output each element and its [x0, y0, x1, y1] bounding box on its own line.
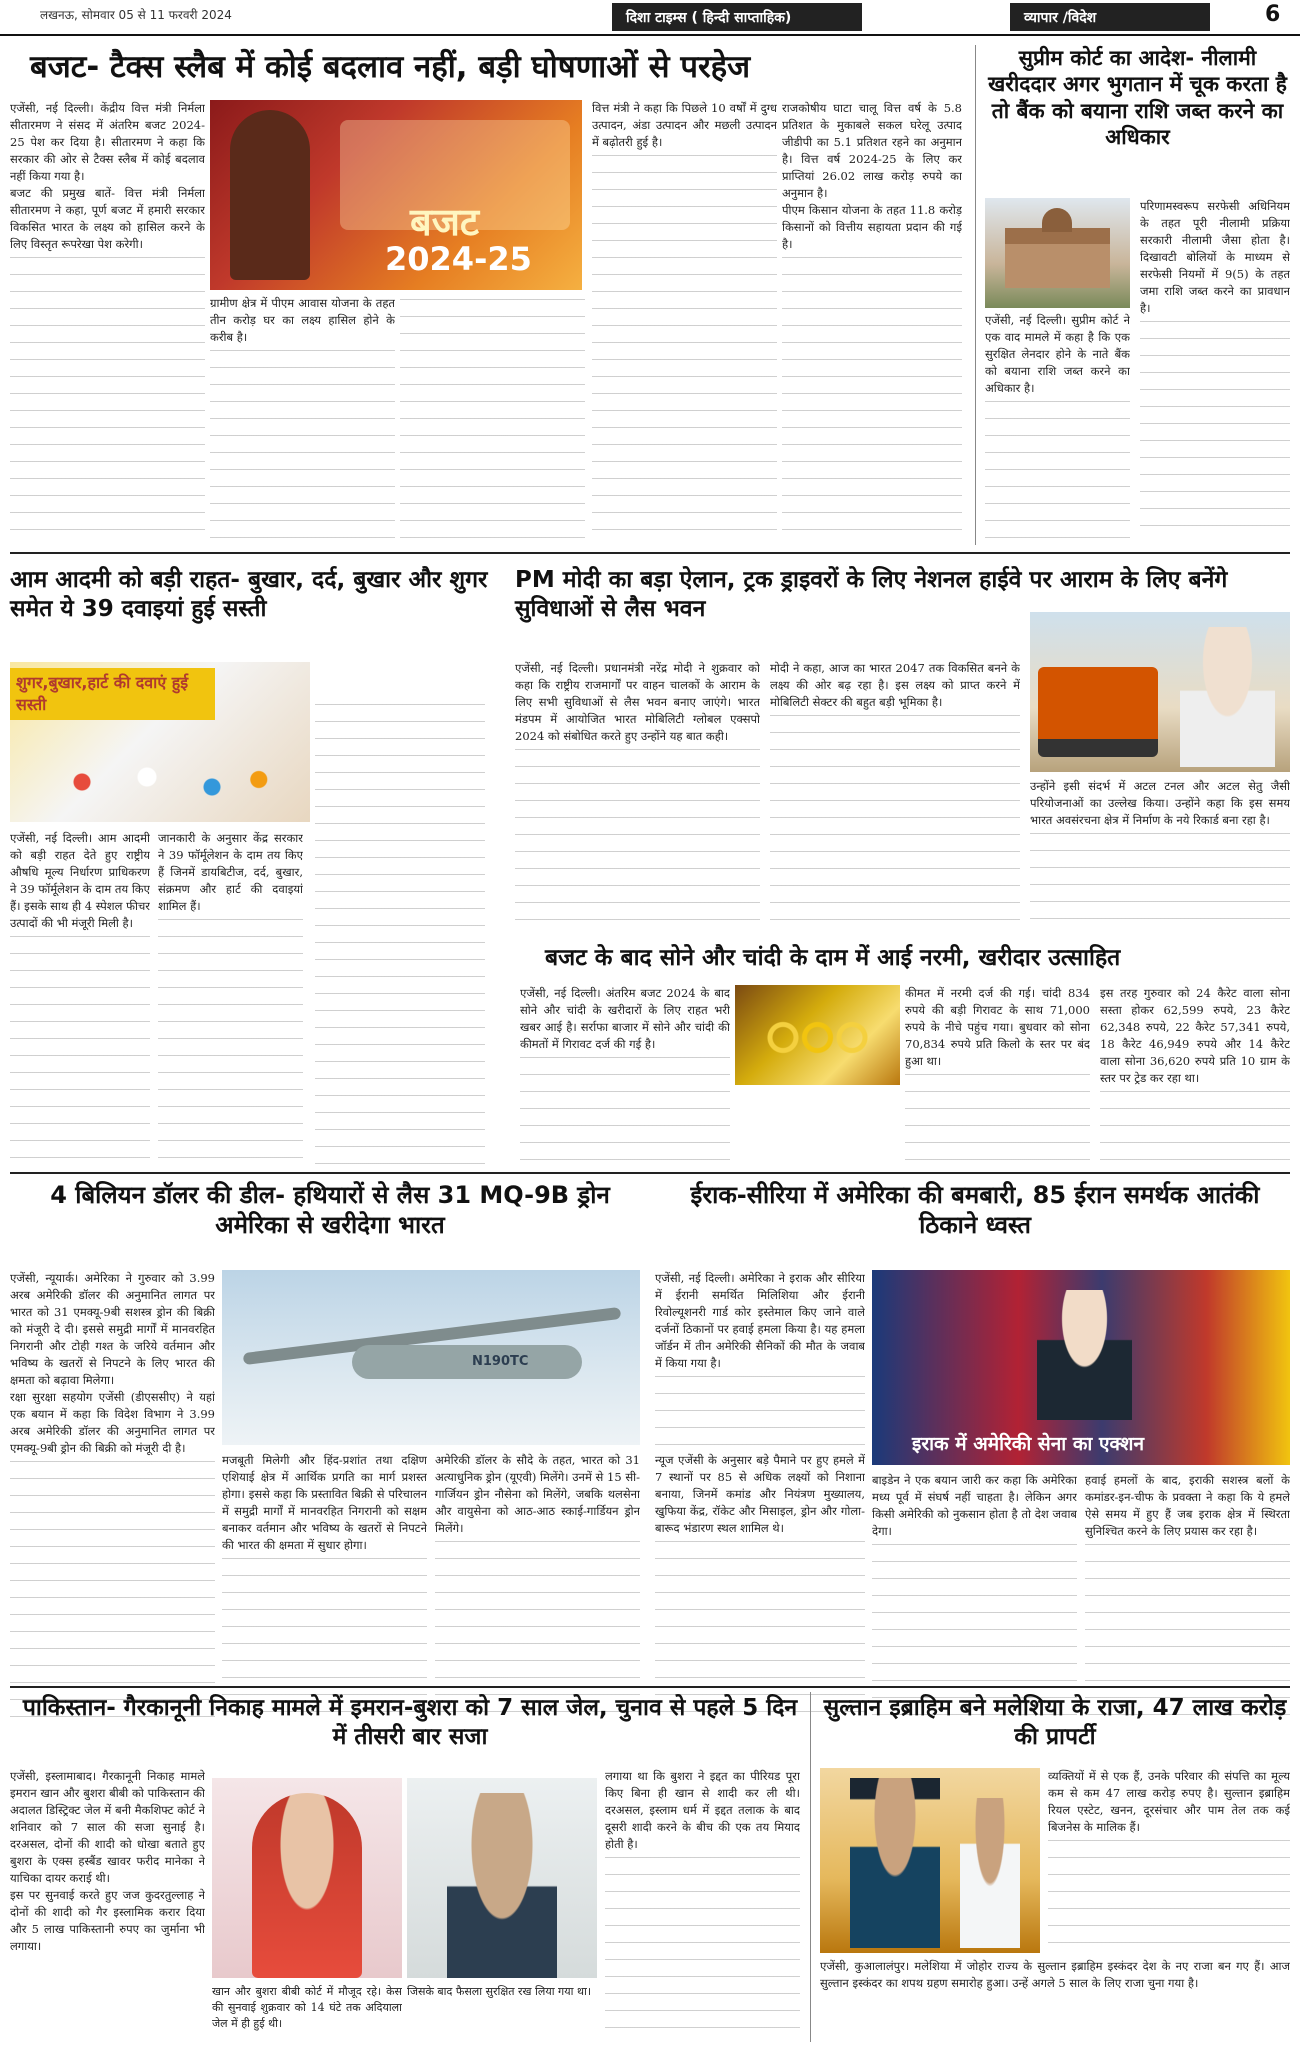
malaysia-body-col2	[820, 1958, 1290, 2042]
supreme-court-body-continued	[1140, 321, 1290, 542]
pm-modi-paragraph-3: उन्होंने इसी संदर्भ में अटल टनल और अटल सेतु जैसी परियोजनाओं का उल्लेख किया। उन्होंने कहा कि इस समय भारत अवसंरचना क्षेत्र में निर्माण के नये रिकार्ड बना रहा है।	[1030, 779, 1290, 827]
drone-deal-paragraph-2: रक्षा सुरक्षा सहयोग एजेंसी (डीएससीए) ने यहां एक बयान में कहा कि विदेश विभाग ने 3.99 अरब अमेरिकी डॉलर की अनुमानित लागत पर एमक्यू-9बी ड्रोन की बिक्री को मंजूरी दी है।	[10, 1390, 215, 1455]
iraq-syria-paragraph-1: एजेंसी, नई दिल्ली। अमेरिका ने इराक और सीरिया में ईरानी समर्थित मिलिशिया और ईरानी रिवोल्यूशनरी गार्ड कोर इस्तेमाल किए जाने वाले दर्जनों ठिकानों पर हवाई हमला किया है। यह हमला जॉर्डन में तीन अमेरिकी सैनिकों की मौत के जवाब में किया गया है।	[655, 1271, 865, 1370]
iraq-syria-photo	[872, 1270, 1290, 1465]
iraq-syria-photo-caption: इराक में अमेरिकी सेना का एक्शन	[912, 1433, 1145, 1455]
iraq-syria-headline: ईराक-सीरिया में अमेरिका की बमबारी, 85 ईरान समर्थक आतंकी ठिकाने ध्वस्त	[690, 1181, 1260, 1239]
supreme-court-building	[1005, 228, 1110, 288]
drone-deal-paragraph-4: अमेरिकी डॉलर के सौदे के तहत, भारत को 31 अत्याधुनिक ड्रोन (यूएवी) मिलेंगे। उनमें से 15 सी-गार्जियन ड्रोन नौसेना को मिलेंगे, जबकि थलसेना और वायुसेना को आठ-आठ स्काई-गार्डियन ड्रोन मिलेंगे।	[435, 1453, 640, 1535]
iraq-syria-body-col3	[872, 1472, 1077, 1720]
section-divider	[10, 552, 1290, 554]
bushra-photo-figure	[252, 1793, 362, 1978]
budget-body-col2	[210, 295, 395, 540]
supreme-court-paragraph-2: परिणामस्वरूप सरफेसी अधिनियम के तहत पूरी नीलामी प्रक्रिया सरकारी नीलामी जैसा होता है। दिखावटी बोलियों के माध्यम से सरफेसी नियमों में 9(5) के तहत जमा राशि जब्त करने का प्रावधान है।	[1140, 199, 1290, 315]
gold-photo-bangles	[760, 1015, 875, 1060]
drone-deal-body-continued	[10, 1461, 215, 1720]
iraq-syria-body-col2	[655, 1452, 865, 1720]
column-divider	[975, 45, 976, 545]
malaysia-paragraph-1: व्यक्तियों में से एक हैं, उनके परिवार की संपत्ति का मूल्य कम से कम 47 लाख करोड़ रुपए है। सुल्तान इब्राहिम रियल एस्टेट, खनन, दूरसंचार और पाम तेल तक कई बिजनेस के मालिक हैं।	[1048, 1769, 1290, 1834]
medicines-paragraph-1: एजेंसी, नई दिल्ली। आम आदमी को बड़ी राहत देते हुए राष्ट्रीय औषधि मूल्य निर्धारण प्राधिकरण ने 39 फॉर्मूलेशन के दाम तय किए हैं। इसके साथ ही 4 स्पेशल फीचर उत्पादों की भी मंजूरी मिली है।	[10, 831, 150, 930]
malaysia-body-continued	[1048, 1840, 1290, 1953]
masthead-newspaper-name: दिशा टाइम्स ( हिन्दी साप्ताहिक)	[612, 3, 862, 31]
gold-body-continued	[1100, 1091, 1290, 1165]
medicines-body-col2	[158, 830, 303, 1170]
budget-body-col1	[10, 100, 205, 540]
budget-body-col5	[782, 100, 962, 540]
gold-body-col3	[1100, 985, 1290, 1165]
gold-body-col1	[520, 985, 730, 1165]
pm-modi-paragraph-1: एजेंसी, नई दिल्ली। प्रधानमंत्री नरेंद्र मोदी ने शुक्रवार को कहा कि राष्ट्रीय राजमार्गों पर वाहन चालकों के आराम के लिए सभी सुविधाओं से लैस भवन बनाए जाएंगे। भारत मंडपम में आयोजित भारत मोबिलिटी ग्लोबल एक्सपो 2024 को संबोधित करते हुए उन्होंने यह बात कही।	[515, 661, 760, 743]
budget-headline: बजट- टैक्स स्लैब में कोई बदलाव नहीं, बड़ी घोषणाओं से परहेज	[30, 49, 751, 85]
imran-khan-paragraph-1: एजेंसी, इस्लामाबाद। गैरकानूनी निकाह मामले इमरान खान और बुशरा बीबी को पाकिस्तान की अदालत डिस्ट्रिक्ट जेल में बनी मैकशिफ्ट कोर्ट ने शनिवार को 7 साल की सजा सुनाई है। दरअसल, दोनों की शादी को धोखा बताते हुए बुशरा के एक्स हस्बैंड खावर फरीद मानेका ने याचिका दायर कराई थी।	[10, 1769, 205, 1885]
medicines-paragraph-2: जानकारी के अनुसार केंद्र सरकार ने 39 फॉर्मूलेशन के दाम तय किए हैं जिनमें डायबिटीज, दर्द, बुखार, संक्रमण और हार्ट की दवाइयां शामिल हैं।	[158, 831, 303, 913]
supreme-court-body-col1	[985, 312, 1130, 542]
iraq-syria-paragraph-4: हवाई हमलों के बाद, इराकी सशस्त्र बलों के कमांडर-इन-चीफ के प्रवक्ता ने कहा कि ये हमले ऐसे समय में हुए हैं जब इराक क्षेत्र में स्थिरता सुनिश्चित करने के लिए प्रयास कर रहा है।	[1085, 1473, 1290, 1538]
supreme-court-headline: सुप्रीम कोर्ट का आदेश- नीलामी खरीददार अगर भुगतान में चूक करता है तो बैंक को बयाना राशि जब्त करने का अधिकार	[988, 46, 1287, 149]
budget-photo-person	[230, 110, 310, 280]
budget-paragraph-4: वित्त मंत्री ने कहा कि पिछले 10 वर्षों में दुग्ध उत्पादन, अंडा उत्पादन और मछली उत्पादन में बढ़ोतरी हुई है।	[592, 101, 777, 149]
imran-khan-body-continued	[605, 1857, 800, 2040]
gold-paragraph-3: इस तरह गुरुवार को 24 कैरेट वाला सोना सस्ता होकर 62,599 रुपये, 23 कैरेट 62,348 रुपये, 22 कैरेट 57,341 रुपये, 18 कैरेट 46,949 रुपये और 14 कैरेट वाला सोना 36,620 रुपये प्रति 10 ग्राम के स्तर पर ट्रेड कर रहा था।	[1100, 986, 1290, 1085]
gold-photo	[735, 985, 900, 1085]
masthead	[0, 0, 1300, 36]
drone-deal-body-col3	[435, 1452, 640, 1720]
supreme-court-photo	[985, 198, 1130, 308]
masthead-section: व्यापार /विदेश	[1010, 3, 1210, 31]
imran-khan-headline: पाकिस्तान- गैरकानूनी निकाह मामले में इमरान-बुशरा को 7 साल जेल, चुनाव से पहले 5 दिन में तीसरी बार सजा	[22, 1695, 798, 1750]
pm-modi-headline: PM मोदी का बड़ा ऐलान, ट्रक ड्राइवरों के लिए नेशनल हाईवे पर आराम के लिए बनेंगे सुविधाओं से लैस भवन	[515, 567, 1228, 622]
budget-photo-year: 2024-25	[385, 240, 532, 278]
budget-body-col3	[400, 295, 585, 540]
medicines-photo-pills	[30, 757, 290, 807]
pm-modi-paragraph-2: मोदी ने कहा, आज का भारत 2047 तक विकसित बनने के लक्ष्य की ओर बढ़ रहा है। इस लक्ष्य को प्राप्त करने में मोबिलिटी सेक्टर की बहुत बड़ी भूमिका है।	[770, 661, 1020, 709]
gold-paragraph-1: एजेंसी, नई दिल्ली। अंतरिम बजट 2024 के बाद सोने और चांदी के खरीदारों के लिए राहत भरी खबर आई है। सर्राफा बाजार में सोने और चांदी की कीमतों में गिरावट दर्ज की गई है।	[520, 986, 730, 1051]
pm-modi-photo-portrait	[1180, 627, 1275, 767]
iraq-syria-photo-speaker	[1037, 1290, 1132, 1420]
imran-khan-paragraph-3: लगाया था कि बुशरा ने इद्दत का पीरियड पूरा किए बिना ही खान से शादी कर ली थी। दरअसल, इस्लाम धर्म में इद्दत तलाक के बाद दूसरी शादी करने के बीच की एक तय मियाद होती है।	[605, 1769, 800, 1851]
iraq-syria-body-col1	[655, 1270, 865, 1445]
budget-body-continued	[592, 155, 777, 540]
gold-paragraph-2: कीमत में नरमी दर्ज की गई। चांदी 834 रुपये की बड़ी गिरावट के साथ 71,000 रुपये के नीचे पहुंच गया। बुधवार को सोना 70,834 रुपये प्रति किलो के स्तर पर बंद हुआ था।	[905, 986, 1090, 1068]
medicines-photo	[10, 662, 310, 822]
pm-modi-body-col2	[770, 660, 1020, 935]
budget-body-continued	[10, 257, 205, 540]
budget-body-col4	[592, 100, 777, 540]
imran-khan-caption-2: जिसके बाद फैसला सुरक्षित रख लिया गया था।	[407, 1985, 592, 1998]
budget-paragraph-6: पीएम किसान योजना के तहत 11.8 करोड़ किसानों को वित्तीय सहायता प्रदान की गई है।	[782, 203, 962, 251]
drone-deal-paragraph-3: मजबूती मिलेगी और हिंद-प्रशांत तथा दक्षिण एशियाई क्षेत्र में आर्थिक प्रगति का मार्ग प्रशस्त होगा। इससे कहा कि प्रस्तावित बिक्री से परिचालन में समुद्री मार्गों में मानवरहित निगरानी को सक्षम बनाकर वर्तमान और भविष्य के खतरों से निपटने की भारत की क्षमता में सुधार होगा।	[222, 1453, 427, 1552]
drone-deal-body-col2	[222, 1452, 427, 1720]
drone-photo	[222, 1270, 640, 1445]
medicines-body-continued	[158, 919, 303, 1170]
pm-modi-body-col3	[1030, 778, 1290, 935]
page-number: 6	[1265, 2, 1281, 27]
imran-khan-caption-1: खान और बुशरा बीबी कोर्ट में मौजूद रहे। केस की सुनवाई शुक्रवार को 14 घंटे तक अदियाला जेल में ही हुई थी।	[212, 1985, 402, 2030]
pm-modi-body-continued	[770, 715, 1020, 935]
pm-modi-body-continued	[515, 749, 760, 935]
malaysia-body-col1	[1048, 1768, 1290, 1953]
imran-khan-paragraph-2: इस पर सुनवाई करते हुए जज कुदरतुल्लाह ने दोनों की शादी को गैर इस्लामिक करार दिया और 5 लाख पाकिस्तानी रुपए का जुर्माना भी लगाया।	[10, 1888, 205, 1953]
medicines-headline: आम आदमी को बड़ी राहत- बुखार, दर्द, बुखार और शुगर समेत ये 39 दवाइयां हुई सस्ती	[10, 567, 488, 622]
imran-khan-body-col1	[10, 1768, 205, 2040]
supreme-court-dome	[1042, 208, 1072, 232]
gold-body-continued	[520, 1057, 730, 1165]
budget-body-continued	[782, 257, 962, 540]
gold-body-continued	[905, 1074, 1090, 1165]
section-divider	[10, 1172, 1290, 1174]
supreme-court-body-col2	[1140, 198, 1290, 542]
medicines-body-continued	[10, 936, 150, 1170]
budget-paragraph-2: बजट की प्रमुख बातें- वित्त मंत्री निर्मला सीतारमण ने कहा, पूर्ण बजट में हमारी सरकार विकसित भारत के लक्ष्य को हासिल करने के लिए विस्तृत रूपरेखा पेश करेगी।	[10, 186, 205, 251]
malaysia-photo-guard	[960, 1798, 1020, 1948]
iraq-syria-paragraph-3: बाइडेन ने एक बयान जारी कर कहा कि अमेरिका मध्य पूर्व में संघर्ष नहीं चाहता है। लेकिन अगर किसी अमेरिकी को नुकसान होता है तो देश जवाब देगा।	[872, 1473, 1077, 1538]
pm-modi-body-col1	[515, 660, 760, 935]
column-divider	[810, 1692, 811, 2042]
pm-modi-photo-truck	[1038, 667, 1158, 757]
iraq-syria-paragraph-2: न्यूज एजेंसी के अनुसार बड़े पैमाने पर हुए हमले में 7 स्थानों पर 85 से अधिक लक्ष्यों को निशाना बनाया, जिनमें कमांड और नियंत्रण मुख्यालय, खुफिया केंद्र, रॉकेट और मिसाइल, ड्रोन और गोला-बारूद भंडारण स्थल शामिल थे।	[655, 1453, 865, 1535]
malaysia-photo	[820, 1768, 1040, 1953]
budget-paragraph-3: ग्रामीण क्षेत्र में पीएम आवास योजना के तहत तीन करोड़ घर का लक्ष्य हासिल होने के करीब है।	[210, 296, 395, 344]
pm-modi-photo	[1030, 612, 1290, 772]
pm-modi-body-continued	[1030, 833, 1290, 935]
supreme-court-paragraph-1: एजेंसी, नई दिल्ली। सुप्रीम कोर्ट ने एक वाद मामले में कहा है कि एक सुरक्षित लेनदार होने के नाते बैंक को बयाना राशि जब्त करने का अधिकार है।	[985, 313, 1130, 395]
gold-headline: बजट के बाद सोने और चांदी के दाम में आई नरमी, खरीदार उत्साहित	[545, 945, 1121, 971]
drone-deal-paragraph-1: एजेंसी, न्यूयार्क। अमेरिका ने गुरुवार को 3.99 अरब अमेरिकी डॉलर की अनुमानित लागत पर भारत को 31 एमक्यू-9बी सशस्त्र ड्रोन की बिक्री को मंजूरी दे दी। इससे समुद्री मार्गों में मानवरहित निगरानी और टोही गश्त के जरिये वर्तमान और भविष्य के खतरों से निपटने के लिए भारत की क्षमता को बढ़ावा मिलेगा।	[10, 1271, 215, 1387]
budget-body-continued	[400, 299, 585, 540]
budget-body-continued	[210, 350, 395, 540]
malaysia-photo-king	[850, 1778, 940, 1948]
medicines-body-continued	[315, 704, 485, 1170]
budget-paragraph-1: एजेंसी, नई दिल्ली। केंद्रीय वित्त मंत्री निर्मला सीतारमण ने संसद में अंतरिम बजट 2024-25 पेश कर दिया है। सीतारमण ने कहा कि सरकार की ओर से टैक्स स्लैब में कोई बदलाव नहीं किया गया है।	[10, 101, 205, 183]
imran-khan-body-col2	[605, 1768, 800, 2040]
drone-photo-tail-number: N190TC	[472, 1354, 529, 1369]
budget-photo-title: बजट	[410, 200, 480, 244]
masthead-date: लखनऊ, सोमवार 05 से 11 फरवरी 2024	[40, 8, 232, 22]
drone-deal-body-col1	[10, 1270, 215, 1720]
section-divider	[10, 1686, 1290, 1688]
supreme-court-body-continued	[985, 401, 1130, 542]
budget-paragraph-5: राजकोषीय घाटा चालू वित्त वर्ष के 5.8 प्रतिशत के मुकाबले सकल घरेलू उत्पाद जीडीपी का 5.1 प्रतिशत रहने का अनुमान है। वित्त वर्ष 2024-25 के लिए कर प्राप्तियां 26.02 लाख करोड़ रुपये का अनुमान है।	[782, 101, 962, 200]
budget-photo	[210, 100, 582, 290]
bushra-photo	[212, 1778, 402, 1978]
gold-body-col2	[905, 985, 1090, 1165]
malaysia-paragraph-2: एजेंसी, कुआलालंपुर। मलेशिया में जोहोर राज्य के सुल्तान इब्राहिम इस्कंदर देश के नए राजा बन गए हैं। आज सुल्तान इस्कंदर का शपथ ग्रहण समारोह हुआ। उन्हें अगले 5 साल के लिए राजा चुना गया है।	[820, 1959, 1290, 1990]
drone-deal-headline: 4 बिलियन डॉलर की डील- हथियारों से लैस 31 MQ-9B ड्रोन अमेरिका से खरीदेगा भारत	[50, 1181, 610, 1239]
medicines-body-col3	[315, 700, 485, 1170]
imran-khan-photo-figure	[447, 1793, 557, 1978]
medicines-body-col1	[10, 830, 150, 1170]
medicines-photo-banner: शुगर,बुखार,हार्ट की दवाएं हुई सस्ती	[10, 668, 215, 720]
drone-photo-fuselage	[352, 1345, 582, 1379]
malaysia-headline: सुल्तान इब्राहिम बने मलेशिया के राजा, 47 लाख करोड़ की प्रापर्टी	[823, 1695, 1287, 1750]
iraq-syria-body-continued	[655, 1376, 865, 1445]
iraq-syria-body-col4	[1085, 1472, 1290, 1720]
imran-khan-photo	[407, 1778, 597, 1978]
